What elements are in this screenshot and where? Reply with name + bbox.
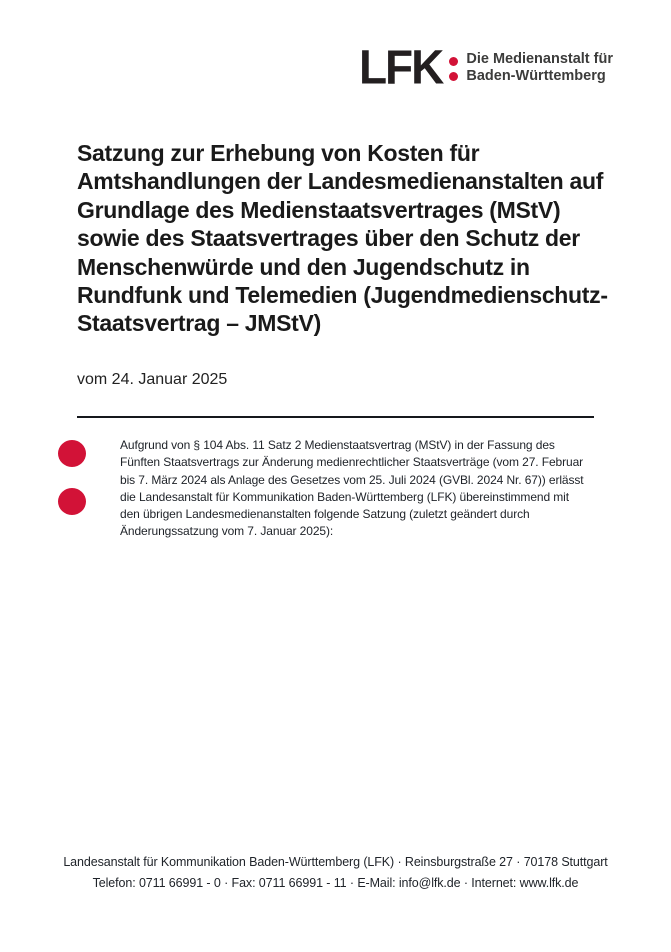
title-line: sowie des Staatsvertrages über den Schutz der: [77, 225, 580, 252]
brand-dot-icon: [58, 488, 86, 515]
title-line: Menschenwürde und den Jugendschutz in: [77, 253, 530, 280]
document-date: vom 24. Januar 2025: [77, 371, 228, 388]
horizontal-divider: [77, 416, 594, 418]
footer: [0, 852, 671, 893]
title-line: Amtshandlungen der Landesmedienanstalten auf: [77, 168, 604, 195]
title-line: Staatsvertrag – JMStV): [77, 310, 321, 337]
logo-colon-dot-icon: [449, 72, 458, 81]
document-title: [77, 139, 617, 338]
lfk-logo-wordmark: LFK: [358, 39, 443, 95]
logo-tagline-line2: Baden-Württemberg: [466, 68, 606, 84]
brand-colon-marker: [58, 440, 86, 515]
title-line: Satzung zur Erhebung von Kosten für: [77, 140, 480, 166]
footer-address-line: Landesanstalt für Kommunikation Baden-Württemberg (LFK) · Reinsburgstraße 27 · 70178 Stuttgart: [63, 855, 608, 869]
footer-contact-line: Telefon: 0711 66991 - 0 · Fax: 0711 66991 - 11 · E-Mail: info@lfk.de · Internet: www.lfk.de: [92, 875, 579, 890]
lfk-logo-tagline: [466, 51, 613, 85]
logo-colon-dot-icon: [449, 57, 458, 66]
title-line: Rundfunk und Telemedien (Jugendmedienschutz-: [77, 282, 608, 309]
logo-tagline-line1: Die Medienanstalt für: [466, 51, 613, 67]
title-line: Grundlage des Medienstaatsvertrages (MStV): [77, 196, 561, 223]
brand-dot-icon: [58, 440, 86, 467]
intro-paragraph: Aufgrund von § 104 Abs. 11 Satz 2 Medienstaatsvertrag (MStV) in der Fassung des Fünften Staatsvertrags zur Änderung medienrechtlicher Staatsverträge (vom 27. Februar bis 7. März 2024 als Anlage des Gesetzes vom 25. Juli 2024 (GVBl. 2024 Nr. 67)) erlässt die Landesanstalt für Kommunikation Baden-Württemberg (LFK) übereinstimmend mit den übrigen Landesmedienanstalten folgende Satzung (zuletzt geändert durch Änderungssatzung vom 7. Januar 2025):: [120, 438, 584, 539]
lfk-logo: [358, 39, 613, 95]
lfk-logo-colon: [449, 57, 458, 81]
